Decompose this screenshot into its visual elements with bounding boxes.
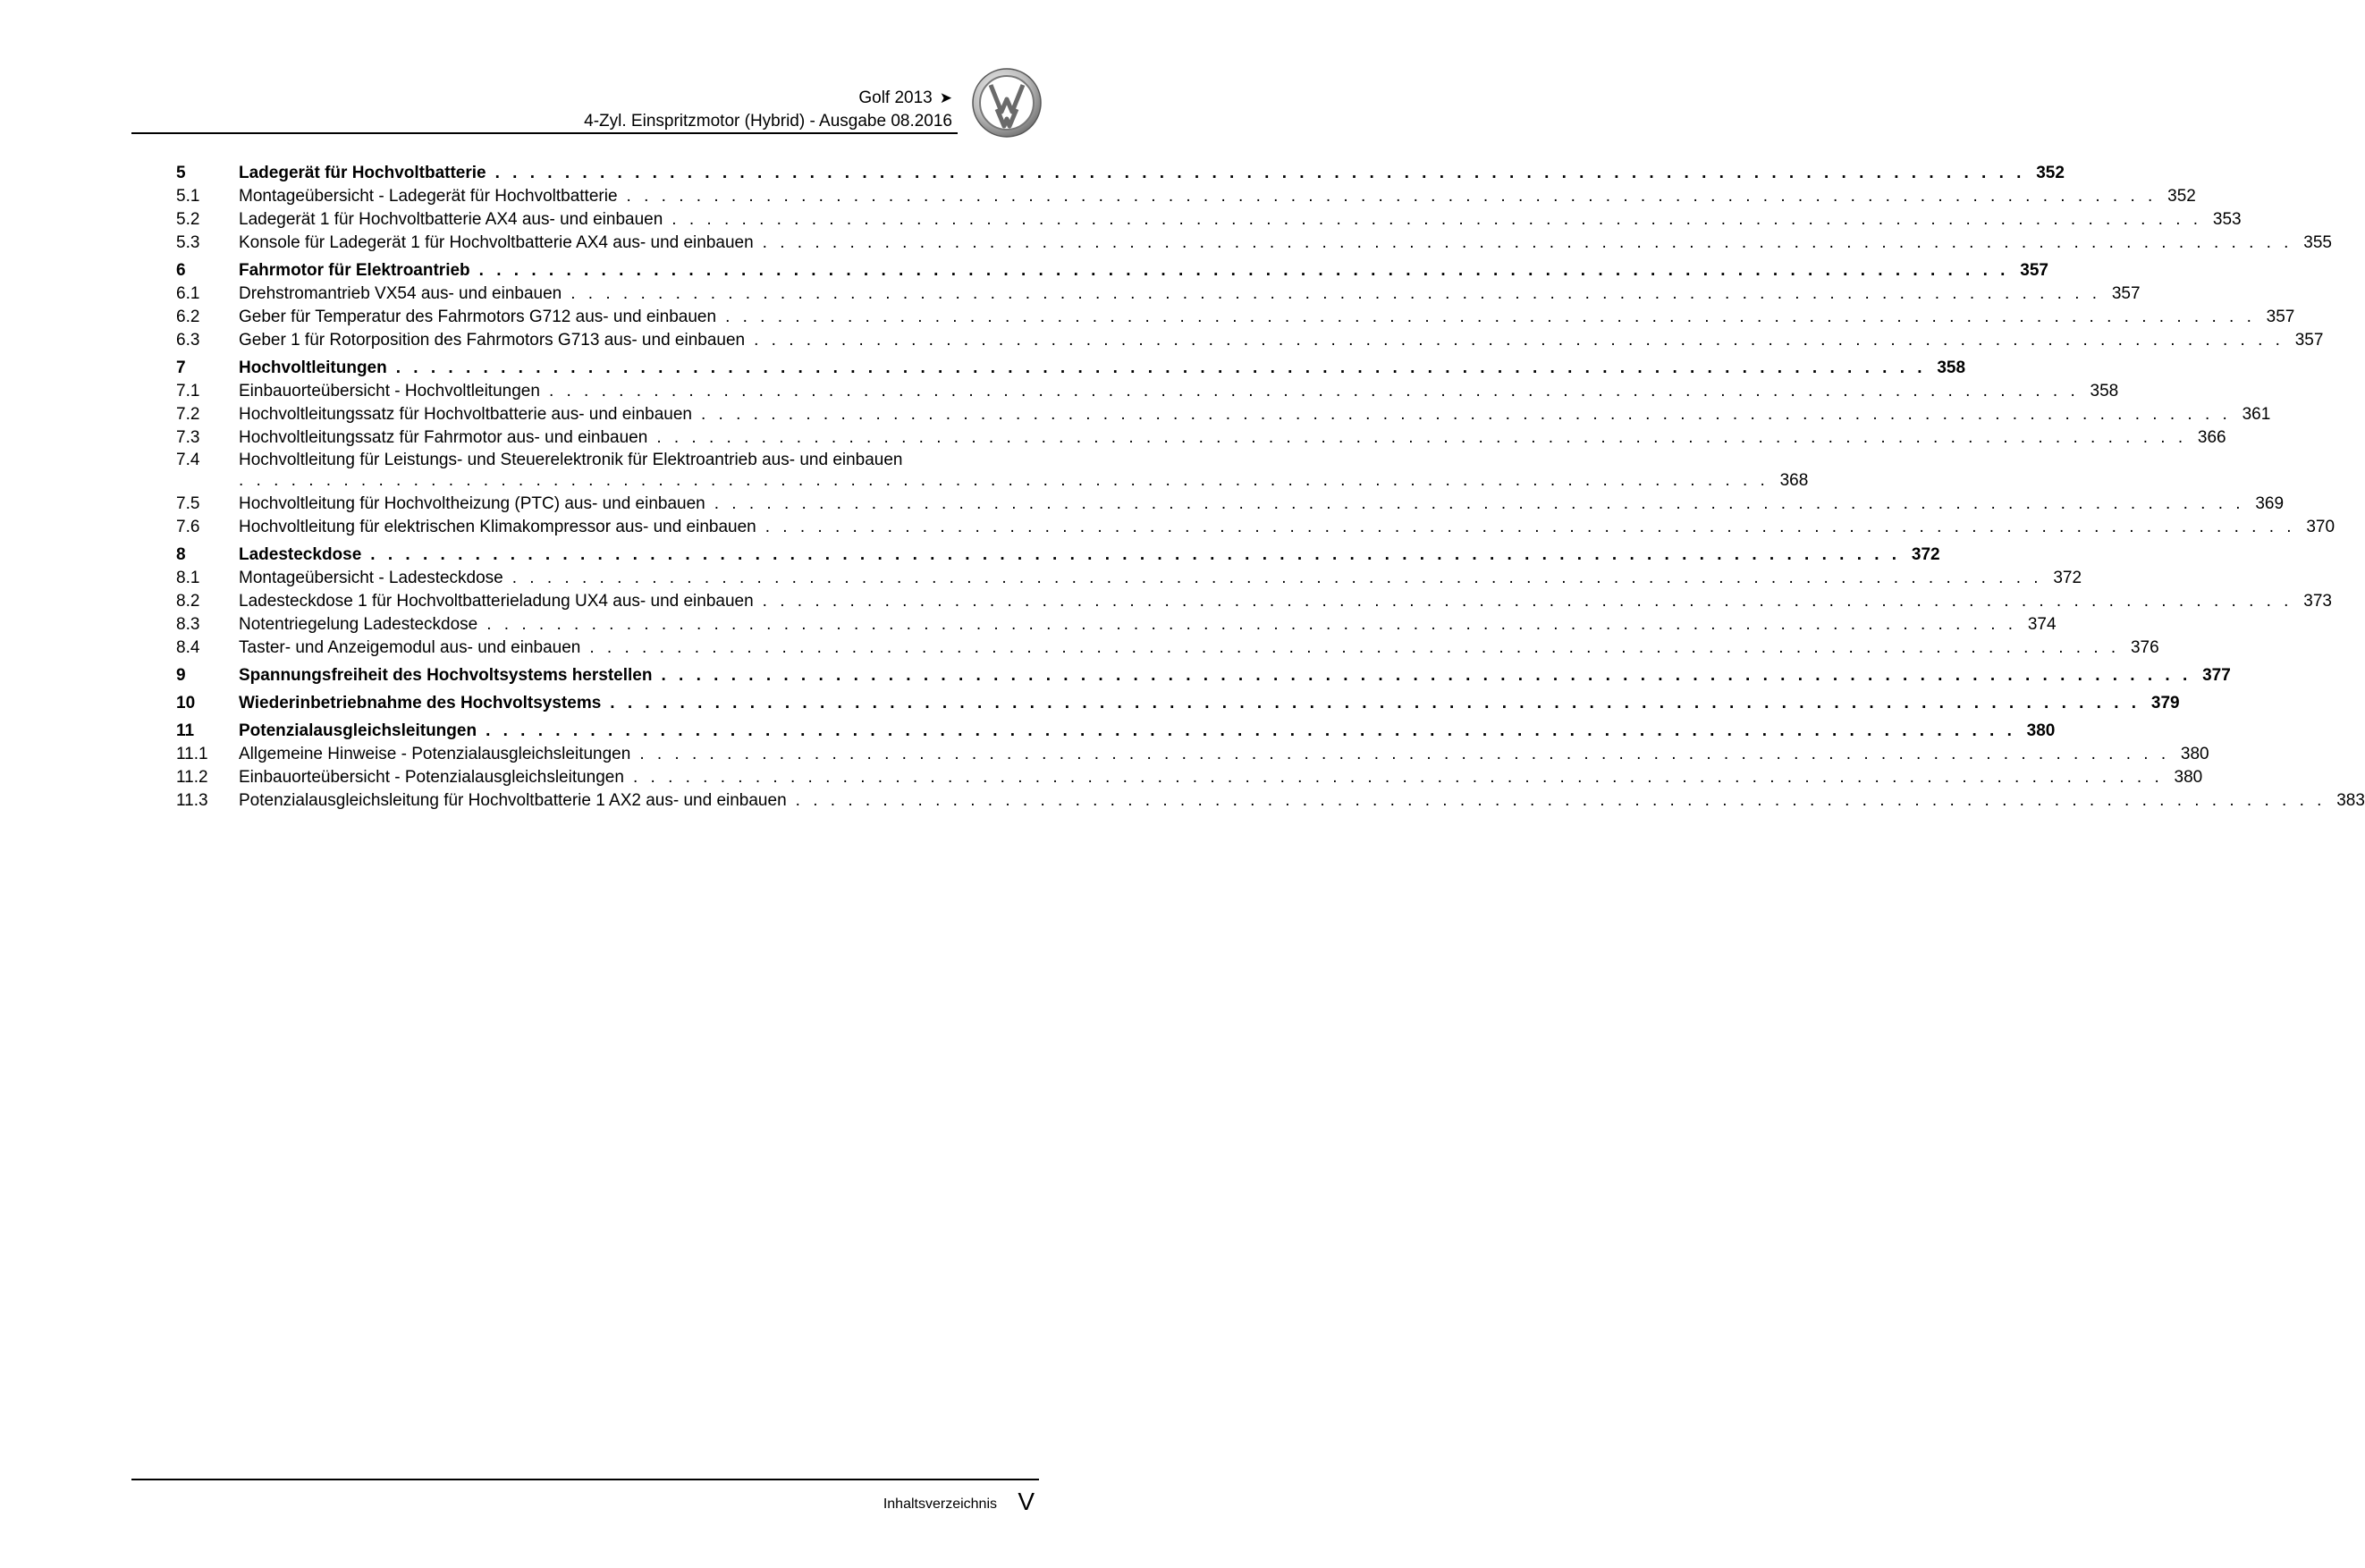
toc-entry-number: 7.6: [176, 518, 200, 536]
toc-entry-page[interactable]: 352: [2167, 187, 2196, 206]
toc-entry-title[interactable]: Hochvoltleitung für elektrischen Klimakompressor aus- und einbauen: [239, 518, 756, 536]
toc-entry-title[interactable]: Konsole für Ladegerät 1 für Hochvoltbatterie AX4 aus- und einbauen: [239, 233, 754, 252]
toc-entry-page[interactable]: 376: [2130, 638, 2159, 657]
toc-leader-dots: . . . . . . . . . . . . . . . . . . . . . . . . . . . . . . . . . . . . . . . . . . . . . . . . . . . . . . . . . . . . . . . . . . . . . . . . . . . . . . . . . . . . . . . .: [714, 494, 2245, 513]
toc-entry-page[interactable]: 357: [2266, 308, 2295, 326]
toc-entry[interactable]: [176, 185, 2196, 208]
toc-entry-number: 9: [176, 666, 186, 685]
toc-leader-dots: . . . . . . . . . . . . . . . . . . . . . . . . . . . . . . . . . . . . . . . . . . . . . . . . . . . . . . . . . . . . . . . . . . . . . . . . . . . . . . . . . . . . . . . .: [548, 382, 2080, 400]
toc-entry-number: 5.3: [176, 233, 200, 252]
toc-entry-page[interactable]: 368: [1779, 471, 1809, 490]
toc-leader-dots: . . . . . . . . . . . . . . . . . . . . . . . . . . . . . . . . . . . . . . . . . . . . . . . . . . . . . . . . . . . . . . . . . . . . . . . . . . . . . . . . . . . . . . . .: [494, 164, 2025, 182]
toc-entry-page[interactable]: 379: [2150, 694, 2180, 712]
toc-entry[interactable]: [176, 282, 2141, 306]
toc-entry-number: 8: [176, 545, 186, 564]
toc-entry-title[interactable]: Spannungsfreiheit des Hochvoltsystems herstellen: [239, 666, 653, 685]
arrow-right-icon: ➤: [939, 89, 952, 106]
toc-leader-dots: . . . . . . . . . . . . . . . . . . . . . . . . . . . . . . . . . . . . . . . . . . . . . . . . . . . . . . . . . . . . . . . . . . . . . . . . . . . . . . . . . . . . . . . .: [370, 545, 1901, 564]
toc-chapter[interactable]: [176, 543, 1940, 567]
toc-entry-page[interactable]: 372: [2053, 569, 2082, 587]
toc-entry-number: 7: [176, 358, 186, 377]
toc-leader-dots: . . . . . . . . . . . . . . . . . . . . . . . . . . . . . . . . . . . . . . . . . . . . . . . . . . . . . . . . . . . . . . . . . . . . . . . . . . . . . . . . . . . . . . . .: [639, 745, 2170, 763]
toc-entry-page[interactable]: 361: [2242, 405, 2271, 424]
toc-entry-title[interactable]: Fahrmotor für Elektroantrieb: [239, 261, 470, 280]
toc-entry[interactable]: [176, 613, 2057, 636]
toc-entry[interactable]: [176, 743, 2209, 766]
toc-entry-title[interactable]: Allgemeine Hinweise - Potenzialausgleichsleitungen: [239, 745, 631, 763]
toc-entry[interactable]: [176, 493, 2285, 516]
header-subtitle: 4-Zyl. Einspritzmotor (Hybrid) - Ausgabe 08.2016: [584, 112, 952, 131]
toc-leader-dots: . . . . . . . . . . . . . . . . . . . . . . . . . . . . . . . . . . . . . . . . . . . . . . . . . . . . . . . . . . . . . . . . . . . . . . . . . . . . . . . . . . . . . . . .: [486, 721, 2016, 740]
toc-entry-title[interactable]: Potenzialausgleichsleitung für Hochvoltbatterie 1 AX2 aus- und einbauen: [239, 791, 787, 810]
toc-entry-number: 6.1: [176, 284, 200, 303]
toc-entry-continuation: [176, 471, 1809, 491]
toc-entry-number: 6.3: [176, 331, 200, 350]
toc-chapter[interactable]: [176, 719, 2056, 743]
toc-leader-dots: . . . . . . . . . . . . . . . . . . . . . . . . . . . . . . . . . . . . . . . . . . . . . . . . . . . . . . . . . . . . . . . . . . . . . . . . . . . . . . . . . . . . . . . .: [764, 518, 2296, 536]
toc-entry-page[interactable]: 355: [2303, 233, 2332, 252]
toc-entry[interactable]: [176, 380, 2119, 403]
toc-entry-page[interactable]: 377: [2202, 666, 2231, 685]
toc-entry[interactable]: [176, 450, 1040, 471]
footer-page-number: V: [1018, 1488, 1035, 1515]
toc-entry-number: 7.2: [176, 405, 200, 424]
page-header: [0, 0, 1109, 143]
toc-entry-page[interactable]: 374: [2027, 615, 2057, 634]
toc-entry-title[interactable]: Ladegerät 1 für Hochvoltbatterie AX4 aus- und einbauen: [239, 210, 663, 229]
toc-entry-title[interactable]: Ladesteckdose 1 für Hochvoltbatterieladung UX4 aus- und einbauen: [239, 592, 754, 611]
toc-entry-number: 8.4: [176, 638, 200, 657]
toc-entry-title[interactable]: Hochvoltleitungssatz für Fahrmotor aus- und einbauen: [239, 428, 648, 447]
toc-entry-title[interactable]: Taster- und Anzeigemodul aus- und einbauen: [239, 638, 581, 657]
toc-leader-dots: . . . . . . . . . . . . . . . . . . . . . . . . . . . . . . . . . . . . . . . . . . . . . . . . . . . . . . . . . . . . . . . . . . . . . . . . . . . . . . . . . . . . . . . .: [570, 284, 2101, 303]
toc-entry-page[interactable]: 366: [2197, 428, 2226, 447]
toc-leader-dots: . . . . . . . . . . . . . . . . . . . . . . . . . . . . . . . . . . . . . . . . . . . . . . . . . . . . . . . . . . . . . . . . . . . . . . . . . . . . . . . . . . . . . . . .: [511, 569, 2043, 587]
toc-leader-dots: . . . . . . . . . . . . . . . . . . . . . . . . . . . . . . . . . . . . . . . . . . . . . . . . . . . . . . . . . . . . . . . . . . . . . . . . . . . . . . . . . . . . . . . .: [754, 331, 2285, 350]
toc-leader-dots: . . . . . . . . . . . . . . . . . . . . . . . . . . . . . . . . . . . . . . . . . . . . . . . . . . . . . . . . . . . . . . . . . . . . . . . . . . . . . . . . . . . . . . . .: [795, 791, 2326, 810]
toc-entry-page[interactable]: 358: [1937, 358, 1966, 377]
toc-entry-number: 5.2: [176, 210, 200, 229]
toc-entry-title[interactable]: Einbauorteübersicht - Hochvoltleitungen: [239, 382, 540, 400]
toc-entry-title[interactable]: Einbauorteübersicht - Potenzialausgleichsleitungen: [239, 768, 624, 787]
toc-entry[interactable]: [176, 789, 2365, 813]
toc-chapter[interactable]: [176, 691, 2180, 715]
header-divider: [131, 132, 958, 134]
toc-leader-dots: . . . . . . . . . . . . . . . . . . . . . . . . . . . . . . . . . . . . . . . . . . . . . . . . . . . . . . . . . . . . . . . . . . . . . . . . . . . . . . . . . . . . . . . .: [762, 592, 2293, 611]
toc-leader-dots: . . . . . . . . . . . . . . . . . . . . . . . . . . . . . . . . . . . . . . . . . . . . . . . . . . . . . . . . . . . . . . . . . . . . . . . . . . . . . . . . . . . . . . . .: [478, 261, 2009, 280]
toc-entry-title[interactable]: Hochvoltleitungen: [239, 358, 387, 377]
toc-entry-page[interactable]: 380: [2174, 768, 2203, 787]
toc-entry-title[interactable]: Wiederinbetriebnahme des Hochvoltsystems: [239, 694, 602, 712]
toc-entry-number: 6.2: [176, 308, 200, 326]
toc-leader-dots: . . . . . . . . . . . . . . . . . . . . . . . . . . . . . . . . . . . . . . . . . . . . . . . . . . . . . . . . . . . . . . . . . . . . . . . . . . . . . . . . . . . . . . . .: [700, 405, 2232, 424]
toc-entry-page[interactable]: 372: [1911, 545, 1940, 564]
toc-leader-dots: . . . . . . . . . . . . . . . . . . . . . . . . . . . . . . . . . . . . . . . . . . . . . . . . . . . . . . . . . . . . . . . . . . . . . . . . . . . . . . . . . . . . . . . .: [725, 308, 2256, 326]
toc-entry-number: 5.1: [176, 187, 200, 206]
toc-chapter[interactable]: [176, 356, 1966, 380]
toc-entry-title[interactable]: Hochvoltleitungssatz für Hochvoltbatterie aus- und einbauen: [239, 405, 692, 424]
toc-leader-dots: . . . . . . . . . . . . . . . . . . . . . . . . . . . . . . . . . . . . . . . . . . . . . . . . . . . . . . . . . . . . . . . . . . . . . . . . . . . . . . . . . . . . . . . .: [486, 615, 2017, 634]
toc-entry-page[interactable]: 353: [2212, 210, 2242, 229]
toc-leader-dots: . . . . . . . . . . . . . . . . . . . . . . . . . . . . . . . . . . . . . . . . . . . . . . . . . . . . . . . . . . . . . . . . . . . . . . . . . . . . . . . . . . . . . . . .: [395, 358, 1927, 377]
toc-entry[interactable]: [176, 590, 2332, 613]
toc-chapter[interactable]: [176, 663, 2231, 687]
toc-entry-number: 11.2: [176, 768, 208, 787]
toc-entry-title[interactable]: Montageübersicht - Ladesteckdose: [239, 569, 503, 587]
header-model: [858, 89, 952, 108]
toc-leader-dots: . . . . . . . . . . . . . . . . . . . . . . . . . . . . . . . . . . . . . . . . . . . . . . . . . . . . . . . . . . . . . . . . . . . . . . . . . . . . . . . . . . . . . . . .: [671, 210, 2202, 229]
footer-divider: [131, 1479, 1039, 1480]
toc-entry-title[interactable]: Potenzialausgleichsleitungen: [239, 721, 477, 740]
toc-entry-title[interactable]: Drehstromantrieb VX54 aus- und einbauen: [239, 284, 562, 303]
toc-entry[interactable]: [176, 567, 2082, 590]
toc-leader-dots: . . . . . . . . . . . . . . . . . . . . . . . . . . . . . . . . . . . . . . . . . . . . . . . . . . . . . . . . . . . . . . . . . . . . . . . . . . . . . . . . . . . . . . . .: [589, 638, 2120, 657]
toc-entry[interactable]: [176, 516, 2335, 539]
toc-chapter[interactable]: [176, 258, 2048, 282]
toc-entry-title[interactable]: Hochvoltleitung für Hochvoltheizung (PTC) aus- und einbauen: [239, 494, 705, 513]
toc-entry[interactable]: [176, 306, 2295, 329]
toc-entry-number: 11.1: [176, 745, 208, 763]
toc-leader-dots: . . . . . . . . . . . . . . . . . . . . . . . . . . . . . . . . . . . . . . . . . . . . . . . . . . . . . . . . . . . . . . . . . . . . . . . . . . . . . . . . . . . . . . . .: [610, 694, 2141, 712]
toc-leader-dots: . . . . . . . . . . . . . . . . . . . . . . . . . . . . . . . . . . . . . . . . . . . . . . . . . . . . . . . . . . . . . . . . . . . . . . . . . . . . . . . . . . . . . . . .: [626, 187, 2157, 206]
toc-entry-number: 7.3: [176, 428, 200, 447]
toc-entry-number: 8.3: [176, 615, 200, 634]
vw-logo-icon: [971, 67, 1043, 139]
header-model-text: Golf 2013: [858, 89, 933, 107]
toc-entry[interactable]: [176, 208, 2242, 232]
toc-entry-number: 7.5: [176, 494, 200, 513]
table-of-contents: [176, 161, 2365, 813]
toc-entry-page[interactable]: 380: [2180, 745, 2209, 763]
toc-entry-page[interactable]: 357: [2111, 284, 2141, 303]
toc-entry-number: 11: [176, 721, 195, 740]
toc-entry-number: 5: [176, 164, 186, 182]
toc-entry-number: 7.1: [176, 382, 200, 400]
toc-entry-page[interactable]: 369: [2255, 494, 2285, 513]
toc-entry[interactable]: [176, 232, 2332, 255]
toc-leader-dots: . . . . . . . . . . . . . . . . . . . . . . . . . . . . . . . . . . . . . . . . . . . . . . . . . . . . . . . . . . . . . . . . . . . . . . . . . . . . . . . . . . . . . . . .: [661, 666, 2192, 685]
toc-leader-dots: . . . . . . . . . . . . . . . . . . . . . . . . . . . . . . . . . . . . . . . . . . . . . . . . . . . . . . . . . . . . . . . . . . . . . . . . . . . . . . . . . . . . . . . .: [762, 233, 2293, 252]
toc-entry[interactable]: [176, 329, 2324, 352]
toc-leader-dots: . . . . . . . . . . . . . . . . . . . . . . . . . . . . . . . . . . . . . . . . . . . . . . . . . . . . . . . . . . . . . . . . . . . . . . . . . . . . . . . . . . . . . . . .: [632, 768, 2164, 787]
toc-entry-title[interactable]: Geber 1 für Rotorposition des Fahrmotors G713 aus- und einbauen: [239, 331, 746, 350]
toc-entry-number: 10: [176, 694, 196, 712]
toc-entry-page[interactable]: 373: [2303, 592, 2332, 611]
toc-entry-number: 7.4: [176, 451, 200, 469]
toc-leader-dots: . . . . . . . . . . . . . . . . . . . . . . . . . . . . . . . . . . . . . . . . . . . . . . . . . . . . . . . . . . . . . . . . . . . . . . . . . . . . . . . . . . . . . . . .: [239, 471, 1770, 490]
toc-entry[interactable]: [176, 426, 2226, 450]
toc-entry-page[interactable]: 358: [2090, 382, 2119, 400]
toc-leader-dots: . . . . . . . . . . . . . . . . . . . . . . . . . . . . . . . . . . . . . . . . . . . . . . . . . . . . . . . . . . . . . . . . . . . . . . . . . . . . . . . . . . . . . . . .: [656, 428, 2187, 447]
toc-entry-page[interactable]: 357: [2020, 261, 2048, 280]
toc-entry-title[interactable]: Notentriegelung Ladesteckdose: [239, 615, 478, 634]
toc-entry-title[interactable]: Ladegerät für Hochvoltbatterie: [239, 164, 486, 182]
toc-entry[interactable]: [176, 636, 2159, 660]
toc-entry-page[interactable]: 357: [2294, 331, 2324, 350]
toc-entry-page[interactable]: 352: [2036, 164, 2065, 182]
toc-entry[interactable]: [176, 403, 2271, 426]
toc-entry-number: 8.1: [176, 569, 200, 587]
toc-entry-number: 11.3: [176, 791, 208, 810]
toc-entry-title[interactable]: Montageübersicht - Ladegerät für Hochvoltbatterie: [239, 187, 618, 206]
toc-chapter[interactable]: [176, 161, 2065, 185]
toc-entry-page[interactable]: 380: [2026, 721, 2056, 740]
toc-entry-page[interactable]: 383: [2336, 791, 2365, 810]
toc-entry-title[interactable]: Ladesteckdose: [239, 545, 362, 564]
toc-entry-title[interactable]: Hochvoltleitung für Leistungs- und Steuerelektronik für Elektroantrieb aus- und einbauen: [239, 451, 903, 469]
footer-section-label: Inhaltsverzeichnis: [883, 1496, 997, 1512]
toc-entry-title[interactable]: Geber für Temperatur des Fahrmotors G712 aus- und einbauen: [239, 308, 717, 326]
toc-entry[interactable]: [176, 766, 2203, 789]
toc-entry-page[interactable]: 370: [2306, 518, 2335, 536]
toc-entry-number: 6: [176, 261, 186, 280]
toc-entry-number: 8.2: [176, 592, 200, 611]
